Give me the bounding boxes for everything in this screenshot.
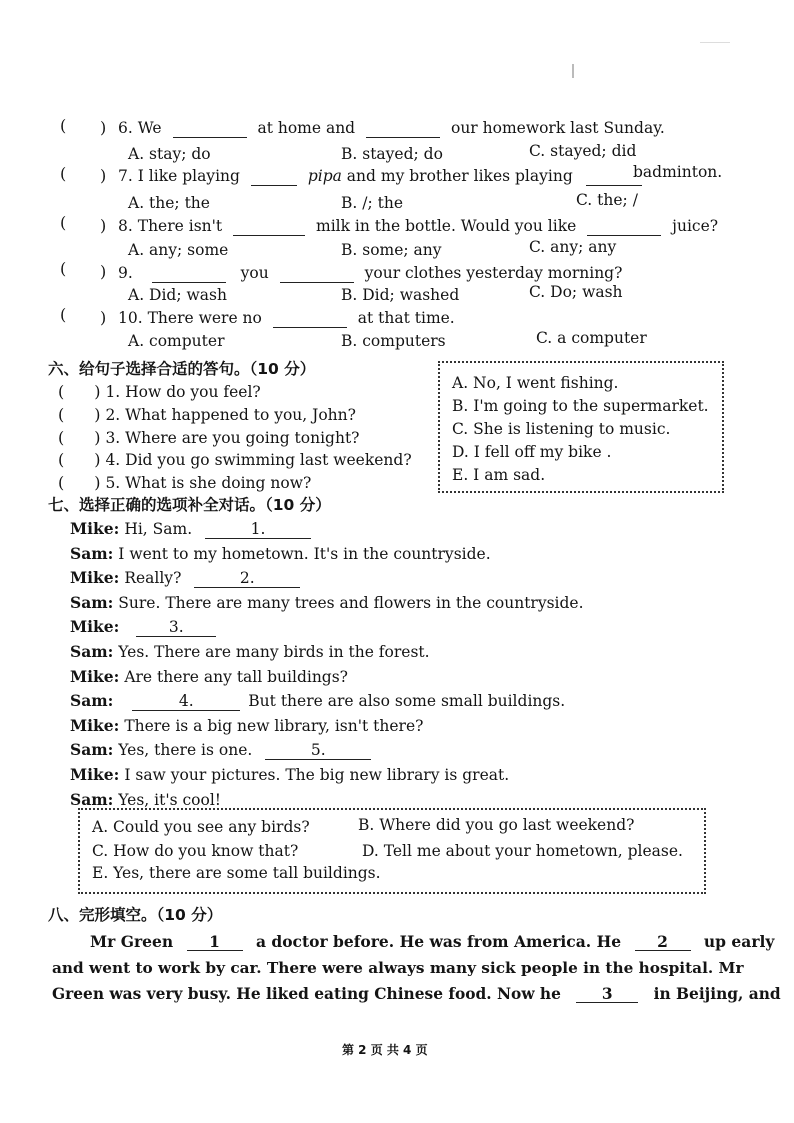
question-text: at home and: [257, 119, 356, 137]
question-row: ( ) 4. Did you go swimming last weekend?: [58, 450, 412, 470]
question-6: [118, 119, 665, 138]
question-number: 9.: [118, 264, 133, 282]
dialogue-text: Hi, Sam.: [124, 520, 193, 538]
answer-paren-open: (: [60, 116, 67, 135]
answer-paren-close: ): [100, 262, 107, 281]
question-text: 2. What happened to you, John?: [105, 405, 356, 424]
question-text: juice?: [672, 217, 719, 235]
dialogue-blank: 4.: [132, 694, 240, 711]
answer-blank: [587, 219, 661, 236]
answer-blank: [233, 219, 305, 236]
answer-blank: [152, 266, 226, 283]
dialogue-line: [70, 542, 584, 567]
dialogue-line: [70, 517, 584, 542]
section-6-questions: [58, 381, 412, 495]
option-c: C. stayed; did: [529, 142, 637, 160]
question-text-italic: pipa: [307, 167, 342, 185]
option-c: C. any; any: [529, 238, 617, 256]
speaker: Sam:: [70, 543, 114, 563]
question-8: [118, 217, 718, 236]
question-9: [118, 264, 622, 283]
question-row: ( ) 2. What happened to you, John?: [58, 404, 356, 424]
dialogue-text: Yes, there is one.: [118, 741, 253, 760]
option-a: A. computer: [128, 332, 225, 350]
speaker: Mike:: [70, 519, 120, 538]
dialogue-line: [70, 689, 584, 714]
speaker: Sam:: [70, 789, 114, 809]
option-a: A. stay; do: [128, 145, 211, 163]
option-a: A. the; the: [128, 194, 210, 212]
answer-paren-open: (: [60, 164, 67, 183]
speaker: Sam:: [70, 641, 114, 661]
option-b: B. Did; washed: [341, 286, 460, 304]
dialogue-option-a: A. Could you see any birds?: [92, 818, 310, 836]
answer-paren-close: ): [100, 118, 107, 137]
cloze-line-1: [90, 932, 774, 951]
dialogue-text: But there are also some small buildings.: [248, 692, 566, 711]
answer-blank: [366, 121, 440, 138]
question-text: you: [240, 264, 269, 282]
option-b: B. computers: [341, 332, 446, 350]
answer-blank: [280, 266, 354, 283]
dialogue-line: [70, 738, 584, 763]
cloze-text: a doctor before. He was from America. He: [255, 932, 622, 951]
question-7: [118, 167, 650, 186]
scan-mark: [700, 42, 730, 43]
cloze-blank: 3: [576, 987, 638, 1003]
question-text: our homework last Sunday.: [450, 119, 665, 137]
page-footer: 第 2 页 共 4 页: [342, 1043, 428, 1057]
speaker: Sam:: [70, 592, 114, 612]
cloze-text: up early: [703, 932, 775, 951]
option-b: B. /; the: [341, 194, 403, 212]
answer-paren-close: ): [100, 166, 107, 185]
dialogue-blank: 2.: [194, 571, 300, 588]
answer-blank: [173, 121, 247, 138]
dialogue-text: Sure. There are many trees and flowers in the countryside.: [118, 593, 584, 612]
question-text: 5. What is she doing now?: [105, 474, 312, 493]
question-number: 7.: [118, 167, 133, 185]
section-6-title: 六、给句子选择合适的答句。（10 分）: [48, 360, 316, 378]
question-text: badminton.: [633, 163, 723, 181]
question-text: 1. How do you feel?: [105, 383, 261, 401]
question-text: There were no: [147, 309, 262, 327]
dialogue-text: I went to my hometown. It's in the countryside.: [118, 544, 491, 563]
answer-option: B. I'm going to the supermarket.: [452, 397, 709, 415]
speaker: Sam:: [70, 740, 114, 760]
question-text: 3. Where are you going tonight?: [105, 428, 360, 447]
answer-blank: [251, 169, 297, 186]
dialogue-blank: 3.: [136, 620, 216, 637]
question-number: 8.: [118, 217, 133, 235]
cloze-line-2: and went to work by car. There were always many sick people in the hospital. Mr: [52, 959, 744, 977]
dialogue-line: [70, 591, 584, 616]
section-6-answers: [452, 372, 709, 487]
cloze-text: Green was very busy. He liked eating Chinese food. Now he: [52, 985, 561, 1003]
option-b: B. stayed; do: [341, 145, 443, 163]
question-text: I like playing: [137, 167, 240, 185]
question-10: [118, 309, 455, 328]
dialogue-blank: 5.: [265, 743, 371, 760]
cloze-blank: 2: [635, 934, 691, 951]
dialogue-line: [70, 615, 584, 640]
speaker: Mike:: [70, 617, 120, 637]
answer-paren-open: (: [60, 305, 67, 324]
answer-option: A. No, I went fishing.: [452, 374, 619, 392]
dialogue-text: Really?: [124, 569, 182, 588]
dialogue-option-c: C. How do you know that?: [92, 842, 299, 860]
speaker: Mike:: [70, 715, 120, 735]
cloze-text: Mr Green: [90, 932, 174, 951]
option-b: B. some; any: [341, 241, 442, 259]
dialogue-line: [70, 665, 584, 690]
question-text: milk in the bottle. Would you like: [316, 217, 577, 235]
answer-paren-close: ): [100, 308, 107, 327]
dialogue-text: Yes, it's cool!: [118, 790, 222, 809]
section-8-title: 八、完形填空。（10 分）: [48, 906, 223, 924]
question-row: ( ) 3. Where are you going tonight?: [58, 427, 360, 447]
speaker: Sam:: [70, 691, 114, 711]
dialogue-text: Are there any tall buildings?: [124, 667, 348, 686]
question-row: ( ) 1. How do you feel?: [58, 382, 261, 401]
speaker: Mike:: [70, 666, 120, 686]
answer-paren-open: (: [60, 213, 67, 232]
answer-option: C. She is listening to music.: [452, 420, 671, 438]
question-row: ( ) 5. What is she doing now?: [58, 473, 312, 493]
question-text: 4. Did you go swimming last weekend?: [105, 451, 412, 470]
speaker: Mike:: [70, 568, 120, 588]
dialogue-text: Yes. There are many birds in the forest.: [118, 642, 430, 661]
question-number: 10.: [118, 309, 143, 327]
question-number: 6.: [118, 119, 133, 137]
dialogue-option-d: D. Tell me about your hometown, please.: [362, 842, 683, 860]
question-text: at that time.: [357, 309, 455, 327]
cloze-line-3: [52, 985, 781, 1003]
question-text: We: [137, 119, 162, 137]
dialogue-line: [70, 763, 584, 788]
question-text: and my brother likes playing: [346, 167, 573, 185]
cloze-text: in Beijing, and: [653, 985, 781, 1003]
option-c: C. Do; wash: [529, 283, 623, 301]
dialogue-option-e: E. Yes, there are some tall buildings.: [92, 864, 381, 882]
question-text: your clothes yesterday morning?: [364, 264, 623, 282]
option-c: C. the; /: [576, 191, 638, 209]
dialogue-line: [70, 566, 584, 591]
dialogue-line: [70, 640, 584, 665]
question-text: There isn't: [137, 217, 223, 235]
answer-paren-close: ): [100, 216, 107, 235]
dialogue-text: I saw your pictures. The big new library is great.: [124, 765, 510, 784]
answer-paren-open: (: [60, 259, 67, 278]
cloze-blank: 1: [187, 934, 243, 951]
section-7-title: 七、选择正确的选项补全对话。（10 分）: [48, 496, 331, 514]
dialogue-line: [70, 714, 584, 739]
speaker: Mike:: [70, 764, 120, 784]
option-c: C. a computer: [536, 329, 647, 347]
dialogue-blank: 1.: [205, 522, 311, 539]
dialogue-text: There is a big new library, isn't there?: [124, 716, 424, 735]
answer-option: E. I am sad.: [452, 466, 546, 484]
scan-mark: [572, 64, 574, 78]
answer-blank: [273, 311, 347, 328]
dialogue-option-b: B. Where did you go last weekend?: [358, 816, 635, 834]
option-a: A. Did; wash: [128, 286, 227, 304]
dialogue: [70, 517, 584, 812]
answer-option: D. I fell off my bike .: [452, 443, 612, 461]
option-a: A. any; some: [128, 241, 229, 259]
